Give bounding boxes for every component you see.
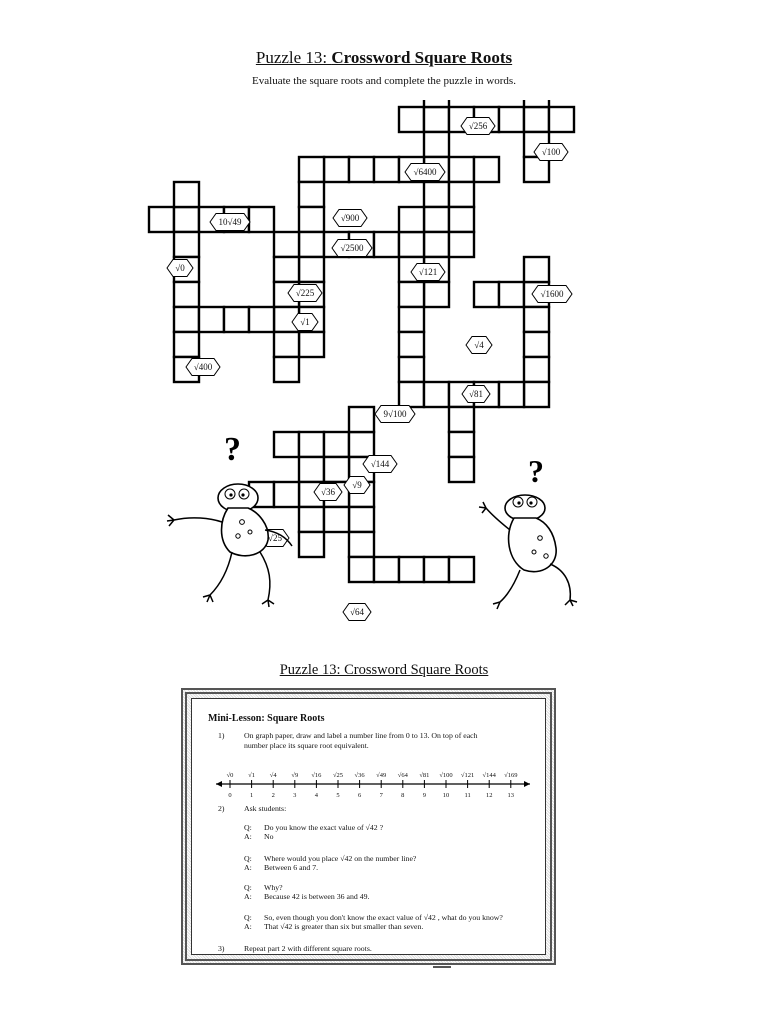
clue-label [332,240,372,257]
number-line-number: 1 [249,792,254,799]
clue-text: √144 [370,459,390,469]
step1-line1: On graph paper, draw and label a number line from 0 to 13. On top of each [244,731,478,740]
crossword-cell[interactable] [424,207,449,232]
crossword-cell[interactable] [299,157,324,182]
page-title [0,48,768,68]
clue-label [344,477,370,494]
crossword-cell[interactable] [224,307,249,332]
crossword-cell[interactable] [524,100,549,107]
minilesson-content [191,698,546,955]
clue-text: √400 [193,362,213,372]
crossword-cell[interactable] [549,107,574,132]
crossword-cell[interactable] [449,557,474,582]
crossword-cell[interactable] [424,182,449,207]
crossword-cell[interactable] [374,232,399,257]
number-line-sqrt-label: √1 [248,772,256,779]
crossword-cell[interactable] [174,207,199,232]
crossword-cell[interactable] [324,507,349,532]
crossword-cell[interactable] [299,207,324,232]
qa4-question: So, even though you don't know the exact value of √42 , what do you know? [264,913,503,922]
clue-label [466,337,492,354]
clue-text: √225 [295,288,315,298]
clue-text: √2500 [340,243,364,253]
minilesson-box [181,688,556,965]
qa2-answer: Between 6 and 7. [264,863,319,872]
clue-label [210,214,250,231]
crossword-cell[interactable] [449,407,474,432]
number-line-number: 0 [228,792,232,799]
crossword-cell[interactable] [524,107,549,132]
crossword-cell[interactable] [524,307,549,332]
clue-text: √121 [418,267,438,277]
number-line-number: 5 [336,792,340,799]
crossword-cell[interactable] [299,332,324,357]
qa2-a-label: A: [244,863,252,872]
crossword-cell[interactable] [499,282,524,307]
crossword-cell[interactable] [474,157,499,182]
crossword-cell[interactable] [249,207,274,232]
clue-text: √81 [469,389,483,399]
qa4-answer: That √42 is greater than six but smaller than seven. [264,922,424,931]
crossword-cell[interactable] [349,557,374,582]
qa2-question: Where would you place √42 on the number line? [264,854,417,863]
instructions: Evaluate the square roots and complete the puzzle in words. [252,75,516,87]
crossword-cell[interactable] [274,257,299,282]
number-line-number: 10 [442,792,450,799]
crossword-cell[interactable] [449,182,474,207]
number-line-number: 8 [401,792,405,799]
qa4-a-label: A: [244,922,252,931]
clue-label [461,118,495,135]
right-frog-illustration [479,453,577,609]
minilesson-heading: Mini-Lesson: Square Roots [208,713,325,724]
number-line-sqrt-label: √49 [376,772,387,779]
crossword-cell[interactable] [174,282,199,307]
crossword-cell[interactable] [399,282,424,307]
crossword-cell[interactable] [299,257,324,282]
crossword-cell[interactable] [299,457,324,482]
crossword-cell[interactable] [524,382,549,407]
crossword-cell[interactable] [424,132,449,157]
crossword-cell[interactable] [149,207,174,232]
qa4-q-label: Q: [244,913,252,922]
clue-label [532,286,572,303]
crossword-cell[interactable] [174,182,199,207]
crossword-cell[interactable] [274,332,299,357]
clue-label [462,386,490,403]
crossword-cell[interactable] [424,232,449,257]
crossword-cell[interactable] [174,332,199,357]
title-prefix: Puzzle 13: [255,48,332,67]
crossword-cell[interactable] [524,257,549,282]
qa1-a-label: A: [244,832,252,841]
number-line [214,762,534,800]
crossword-cell[interactable] [274,432,299,457]
crossword-cell[interactable] [524,357,549,382]
step1-number: 1) [218,731,225,740]
crossword-cell[interactable] [299,182,324,207]
step3-text: Repeat part 2 with different square roots. [244,944,372,953]
clue-label [534,144,568,161]
clue-label [411,264,445,281]
step3-number: 3) [218,944,225,953]
number-line-sqrt-label: √4 [269,772,277,779]
crossword-cell[interactable] [399,307,424,332]
number-line-sqrt-label: √16 [311,772,322,779]
step1-line2: number place its square root equivalent. [244,741,369,750]
crossword-cell[interactable] [399,232,424,257]
crossword-cell[interactable] [249,307,274,332]
number-line-number: 7 [379,792,383,799]
crossword-cell[interactable] [399,357,424,382]
clue-label [292,314,318,331]
crossword-cell[interactable] [424,382,449,407]
number-line-sqrt-label: √121 [460,772,475,779]
crossword-cell[interactable] [399,107,424,132]
crossword-cell[interactable] [174,232,199,257]
number-line-sqrt-label: √100 [439,772,453,779]
clue-text: √4 [474,340,484,350]
crossword-cell[interactable] [399,332,424,357]
number-line-number: 9 [422,792,427,799]
clue-label [343,604,371,621]
clue-label [167,260,193,277]
crossword-cell[interactable] [274,357,299,382]
number-line-number: 3 [293,792,297,799]
number-line-number: 11 [464,792,471,799]
step2-number: 2) [218,804,225,813]
title-main: Crossword Square Roots [331,48,513,67]
crossword-cell[interactable] [349,407,374,432]
crossword-cell[interactable] [449,432,474,457]
clue-text: √1 [300,317,310,327]
crossword-cell[interactable] [449,207,474,232]
crossword-cell[interactable] [399,382,424,407]
crossword-cell[interactable] [449,232,474,257]
arrow-icon [216,781,222,787]
number-line-sqrt-label: √9 [291,772,299,779]
crossword-cell[interactable] [299,432,324,457]
qa3-answer: Because 42 is between 36 and 49. [264,892,370,901]
clue-label [333,210,367,227]
crossword-cell[interactable] [199,307,224,332]
number-line-number: 2 [271,792,275,799]
clue-label [405,164,445,181]
qa1-question: Do you know the exact value of √42 ? [264,823,384,832]
qa1-q-label: Q: [244,823,252,832]
crossword-cell[interactable] [324,157,349,182]
crossword-cell[interactable] [449,457,474,482]
crossword-cell[interactable] [174,307,199,332]
clue-text: √0 [175,263,185,273]
crossword-cell[interactable] [274,482,299,507]
crossword-cell[interactable] [349,532,374,557]
number-line-sqrt-label: √25 [332,772,344,779]
number-line-sqrt-label: √36 [354,772,365,779]
crossword-cell[interactable] [299,232,324,257]
crossword-cell[interactable] [299,532,324,557]
number-line-number: 12 [485,792,493,799]
clue-label [186,359,220,376]
crossword-cell[interactable] [324,457,349,482]
qa2-q-label: Q: [244,854,252,863]
crossword-cell[interactable] [299,507,324,532]
crossword-cell[interactable] [474,282,499,307]
crossword-cell[interactable] [424,557,449,582]
crossword-cell[interactable] [349,432,374,457]
clue-text: √256 [468,121,488,131]
number-line-sqrt-label: √64 [397,772,408,779]
crossword-cell[interactable] [324,432,349,457]
crossword-cell[interactable] [349,157,374,182]
clue-text: √1600 [540,289,564,299]
qa3-q-label: Q: [244,883,252,892]
crossword-cell[interactable] [499,107,524,132]
qa3-a-label: A: [244,892,252,901]
crossword-cell[interactable] [449,157,474,182]
crossword-cell[interactable] [399,557,424,582]
clue-text: 9√100 [383,409,407,419]
crossword-cell[interactable] [524,332,549,357]
crossword-cell[interactable] [349,507,374,532]
qa3-question: Why? [264,883,283,892]
crossword-cell[interactable] [374,557,399,582]
number-line-number: 6 [357,792,362,799]
clue-label [375,406,415,423]
crossword-cell[interactable] [424,107,449,132]
qa1-answer: No [264,832,274,841]
footer-divider [433,966,451,968]
clue-text: √6400 [413,167,437,177]
number-line-sqrt-label: √81 [419,772,430,779]
number-line-sqrt-label: √0 [226,772,234,779]
clue-text: 10√49 [218,217,242,227]
clue-text: √36 [321,487,335,497]
crossword-cell[interactable] [399,207,424,232]
number-line-sqrt-label: √144 [482,772,496,779]
clue-label [363,456,397,473]
clue-text: √900 [340,213,360,223]
crossword-cell[interactable] [499,382,524,407]
clue-text: √9 [352,480,362,490]
question-mark-icon: ? [224,431,241,468]
number-line-number: 4 [314,792,319,799]
clue-text: √25 [268,533,282,543]
crossword-cell[interactable] [424,282,449,307]
clue-text: √100 [541,147,561,157]
arrow-icon [524,781,530,787]
crossword-cell[interactable] [374,157,399,182]
crossword-puzzle [0,100,768,640]
step2-text: Ask students: [244,804,287,813]
clue-label [314,484,342,501]
clue-text: √64 [350,607,364,617]
clue-label [288,285,322,302]
number-line-sqrt-label: √169 [504,772,518,779]
crossword-cell[interactable] [274,232,299,257]
number-line-number: 13 [507,792,515,799]
question-mark-icon: ? [528,453,544,489]
crossword-cell[interactable] [424,100,449,107]
minilesson-page-title: Puzzle 13: Crossword Square Roots [279,662,489,678]
